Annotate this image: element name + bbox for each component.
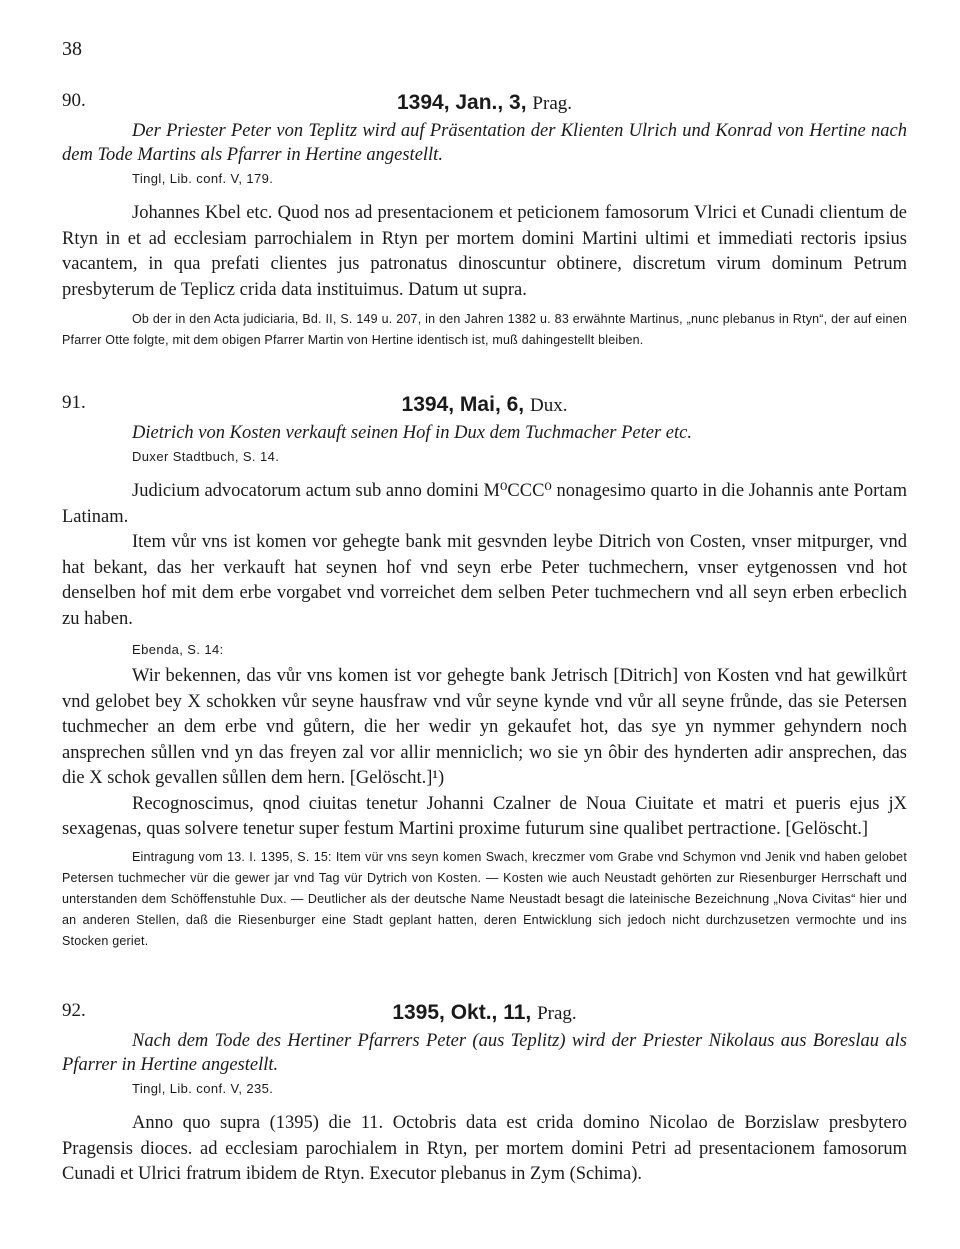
entry-number: 91. <box>62 392 86 413</box>
page-number: 38 <box>62 38 82 60</box>
entry-90 <box>62 90 907 351</box>
entry-date: 1394, Jan., 3, Prag. <box>396 91 572 114</box>
entry-note: Eintragung vom 13. I. 1395, S. 15: Item vür vns seyn komen Swach, kreczmer vom Grabe vnd Schymon vnd Jenik vnd haben gelobet Petersen tuchmecher vür die gewer jar vnd Tag vür Dytrich von Kosten. — Kosten wie auch Neustadt gehörten zur Riesenburger Herrschaft und unterstanden dem Schöffenstuhle Dux. — Deutlicher als der deutsche Name Neustadt besagt die lateinische Bezeichnung „Nova Civitas“ hier und an anderen Stellen, daß die Riesenburger eine Stadt geplant hatten, deren Entwicklung sich jedoch nicht durchzusetzen vermochte und ins Stocken geriet. <box>62 849 907 948</box>
entry-source: Tingl, Lib. conf. V, 235. <box>132 1081 274 1096</box>
entry-source-2: Ebenda, S. 14: <box>132 642 224 657</box>
entry-source: Duxer Stadtbuch, S. 14. <box>132 449 280 464</box>
entry-number: 92. <box>62 1000 86 1021</box>
entry-text: Johannes Kbel etc. Quod nos ad presentacionem et peticionem famosorum Vlrici et Cunadi clientum de Rtyn in et ad ecclesiam parrochialem in Rtyn per mortem domini Martini ultimi et immediati rectoris ipsius vacantem, in qua prefati clientes jus patronatus dinoscuntur obtinere, discretum virum dominum Petrum presbyterum de Teplicz crida data instituimus. Datum ut supra. <box>62 203 907 300</box>
entry-regest: Dietrich von Kosten verkauft seinen Hof in Dux dem Tuchmacher Peter etc. <box>132 423 692 443</box>
entry-text: Item vůr vns ist komen vor gehegte bank mit gesvnden leybe Ditrich von Costen, vnser mitpurger, vnd hat bekant, das her verkauft hat seynen hof vnd seyn erbe Peter tuchmechern, vnser eytgenossen vnd hot denselben hof mit dem erbe vorgabet vnd vorreichet dem selben Peter tuchmechern vnd all seyn erben erbeclich zu haben. <box>62 532 907 629</box>
entry-note: Ob der in den Acta judiciaria, Bd. II, S. 149 u. 207, in den Jahren 1382 u. 83 erwähnte Martinus, „nunc plebanus in Rtyn“, der auf einen Pfarrer Otte folgte, mit dem obigen Pfarrer Martin von Hertine identisch ist, muß dahingestellt bleiben. <box>62 312 907 347</box>
entry-number: 90. <box>62 90 86 111</box>
entry-91 <box>62 392 907 952</box>
entry-date: 1394, Mai, 6, Dux. <box>401 393 568 416</box>
entry-source: Tingl, Lib. conf. V, 179. <box>132 171 274 186</box>
entry-text: Recognoscimus, qnod ciuitas tenetur Johanni Czalner de Noua Ciuitate et matri et pueris ejus jX sexagenas, quas solvere tenetur super festum Martini proxime futurum sine qualibet pertractione. [Gelöscht.] <box>62 793 907 839</box>
entry-text: Judicium advocatorum actum sub anno domini M⁰CCC⁰ nonagesimo quarto in die Johannis ante Portam Latinam. <box>62 481 907 527</box>
entry-regest: Der Priester Peter von Teplitz wird auf Präsentation der Klienten Ulrich und Konrad von Hertine nach dem Tode Martins als Pfarrer in Hertine angestellt. <box>62 121 907 165</box>
entry-regest: Nach dem Tode des Hertiner Pfarrers Peter (aus Teplitz) wird der Priester Nikolaus aus Boreslau als Pfarrer in Hertine angestellt. <box>62 1031 907 1075</box>
entry-92 <box>62 1000 907 1188</box>
entry-text: Wir bekennen, das vůr vns komen ist vor gehegte bank Jetrisch [Ditrich] von Kosten vnd hat gewilkůrt vnd gelobet bey X schokken vůr seyne hausfraw vnd vůr seyne kynde vnd vůr all seyne frůnde, das sie Petersen tuchmecher an dem erbe vnd gůtern, die her wedir yn gekaufet hot, das sye yn nymmer gehyndern noch ansprechen sůllen vnd yn das freyen zal vor allir menniclich; wo sie yn ôbir des hynderten adir ansprechen, das die X schok gevallen sůllen dem hern. [Gelöscht.]¹) <box>62 666 907 788</box>
entry-date: 1395, Okt., 11, Prag. <box>392 1001 577 1024</box>
entry-text: Anno quo supra (1395) die 11. Octobris data est crida domino Nicolao de Borzislaw presbytero Pragensis dioces. ad ecclesiam parochialem in Rtyn, per mortem domini Petri ad presentacionem famosorum Cunadi et Ulrici fratrum ibidem de Rtyn. Executor plebanus in Zym (Schima). <box>62 1113 907 1184</box>
